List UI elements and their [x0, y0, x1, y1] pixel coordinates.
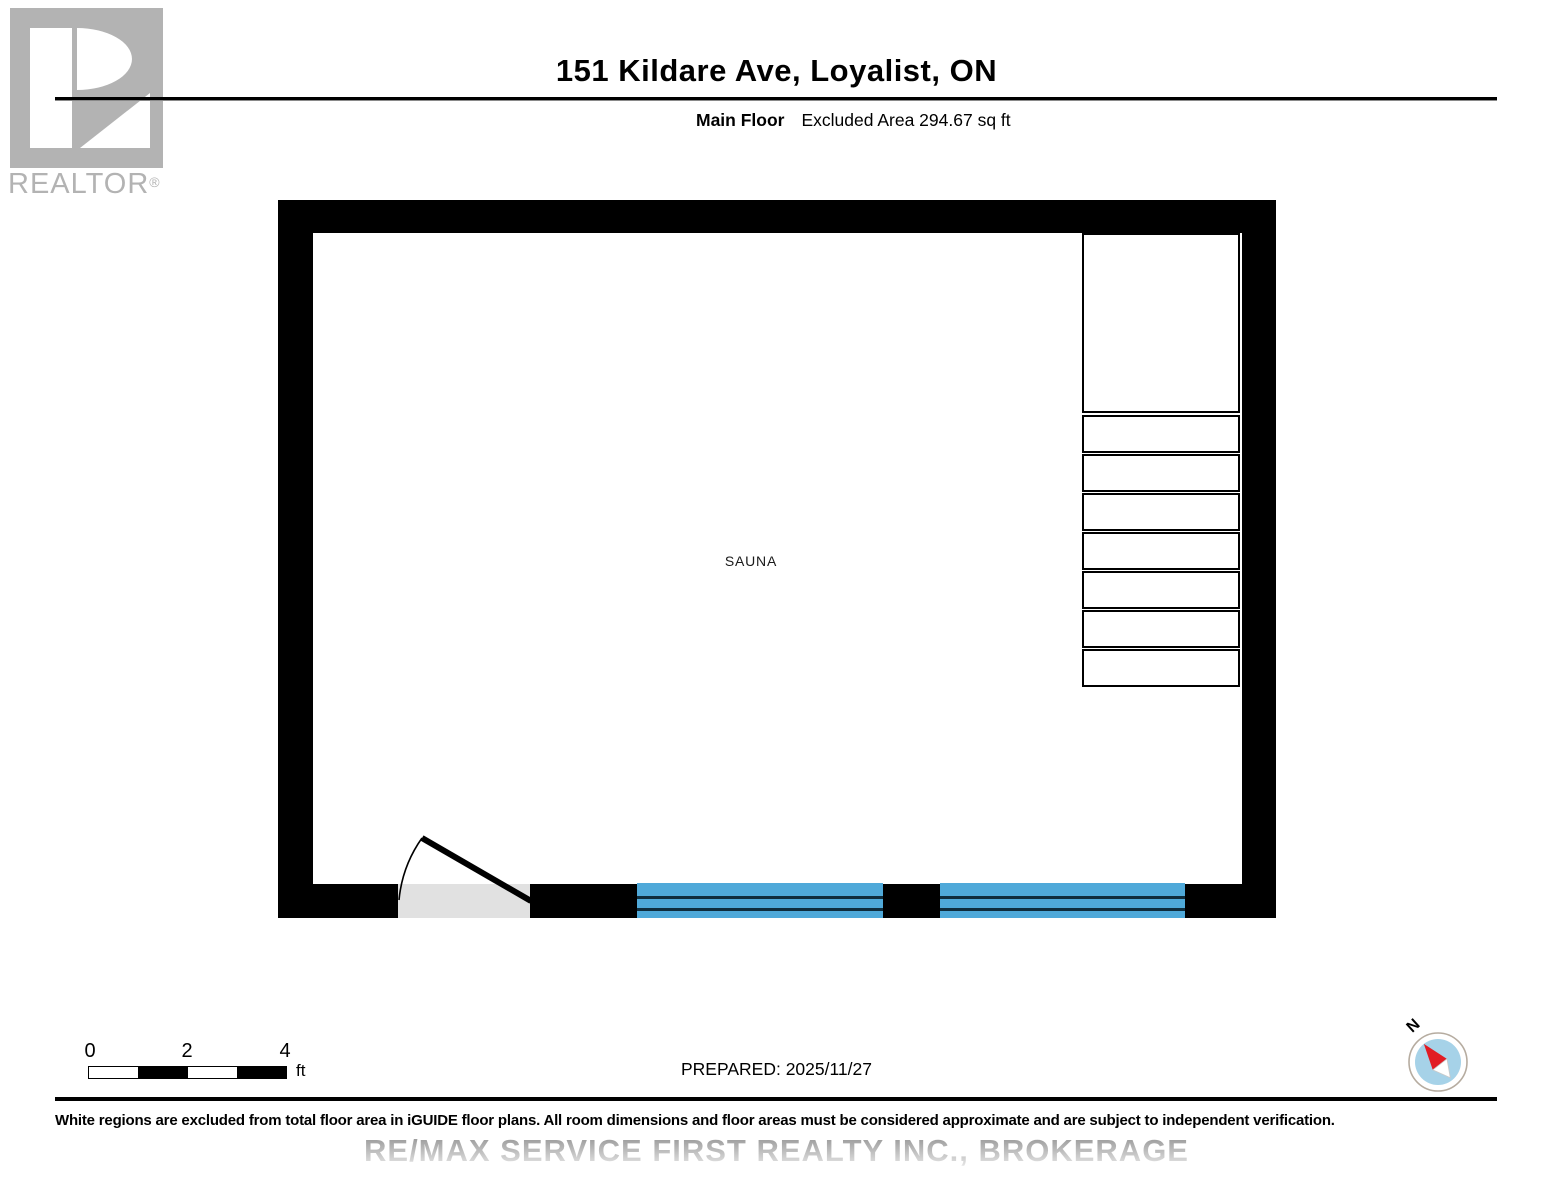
realtor-logo-word: REALTOR® [8, 168, 161, 200]
window-right [940, 883, 1185, 918]
compass-north-label: N [1403, 1015, 1424, 1037]
floor-label: Main Floor [696, 110, 785, 130]
excluded-area-label: Excluded Area 294.67 sq ft [801, 110, 1011, 130]
scale-tick-4: 4 [279, 1040, 291, 1062]
room-label: SAUNA [724, 553, 778, 569]
stair-tread [1082, 454, 1240, 492]
stair-tread [1082, 532, 1240, 570]
stair-tread [1082, 415, 1240, 453]
staircase [1082, 233, 1240, 687]
registered-mark: ® [149, 174, 161, 190]
window-pane-line [940, 908, 1185, 911]
window-pane-line [637, 896, 883, 899]
header-divider [55, 97, 1497, 101]
scale-tick-0: 0 [84, 1040, 96, 1062]
scale-unit-label: ft [296, 1061, 306, 1080]
stair-tread [1082, 493, 1240, 531]
stair-landing [1082, 233, 1240, 413]
page-title: 151 Kildare Ave, Loyalist, ON [555, 53, 998, 88]
footer-divider [55, 1097, 1497, 1101]
stair-tread [1082, 610, 1240, 648]
stair-tread [1082, 649, 1240, 687]
floor-subtitle [696, 110, 1011, 131]
window-left [637, 883, 883, 918]
window-pane-line [637, 908, 883, 911]
scale-tick-2: 2 [181, 1040, 193, 1062]
brokerage-watermark: RE/MAX SERVICE FIRST REALTY INC., BROKERAGE [0, 1133, 1553, 1169]
stairs-treads [1082, 415, 1240, 687]
floor-plan [278, 200, 1276, 918]
prepared-date: PREPARED: 2025/11/27 [681, 1059, 872, 1079]
disclaimer-text: White regions are excluded from total floor area in iGUIDE floor plans. All room dimensions and floor areas must be considered approximate and are subject to independent verification. [55, 1112, 1335, 1129]
stair-tread [1082, 571, 1240, 609]
door-opening [398, 884, 530, 918]
compass [1398, 1012, 1478, 1097]
window-pane-line [940, 896, 1185, 899]
compass-icon [1398, 1012, 1478, 1097]
